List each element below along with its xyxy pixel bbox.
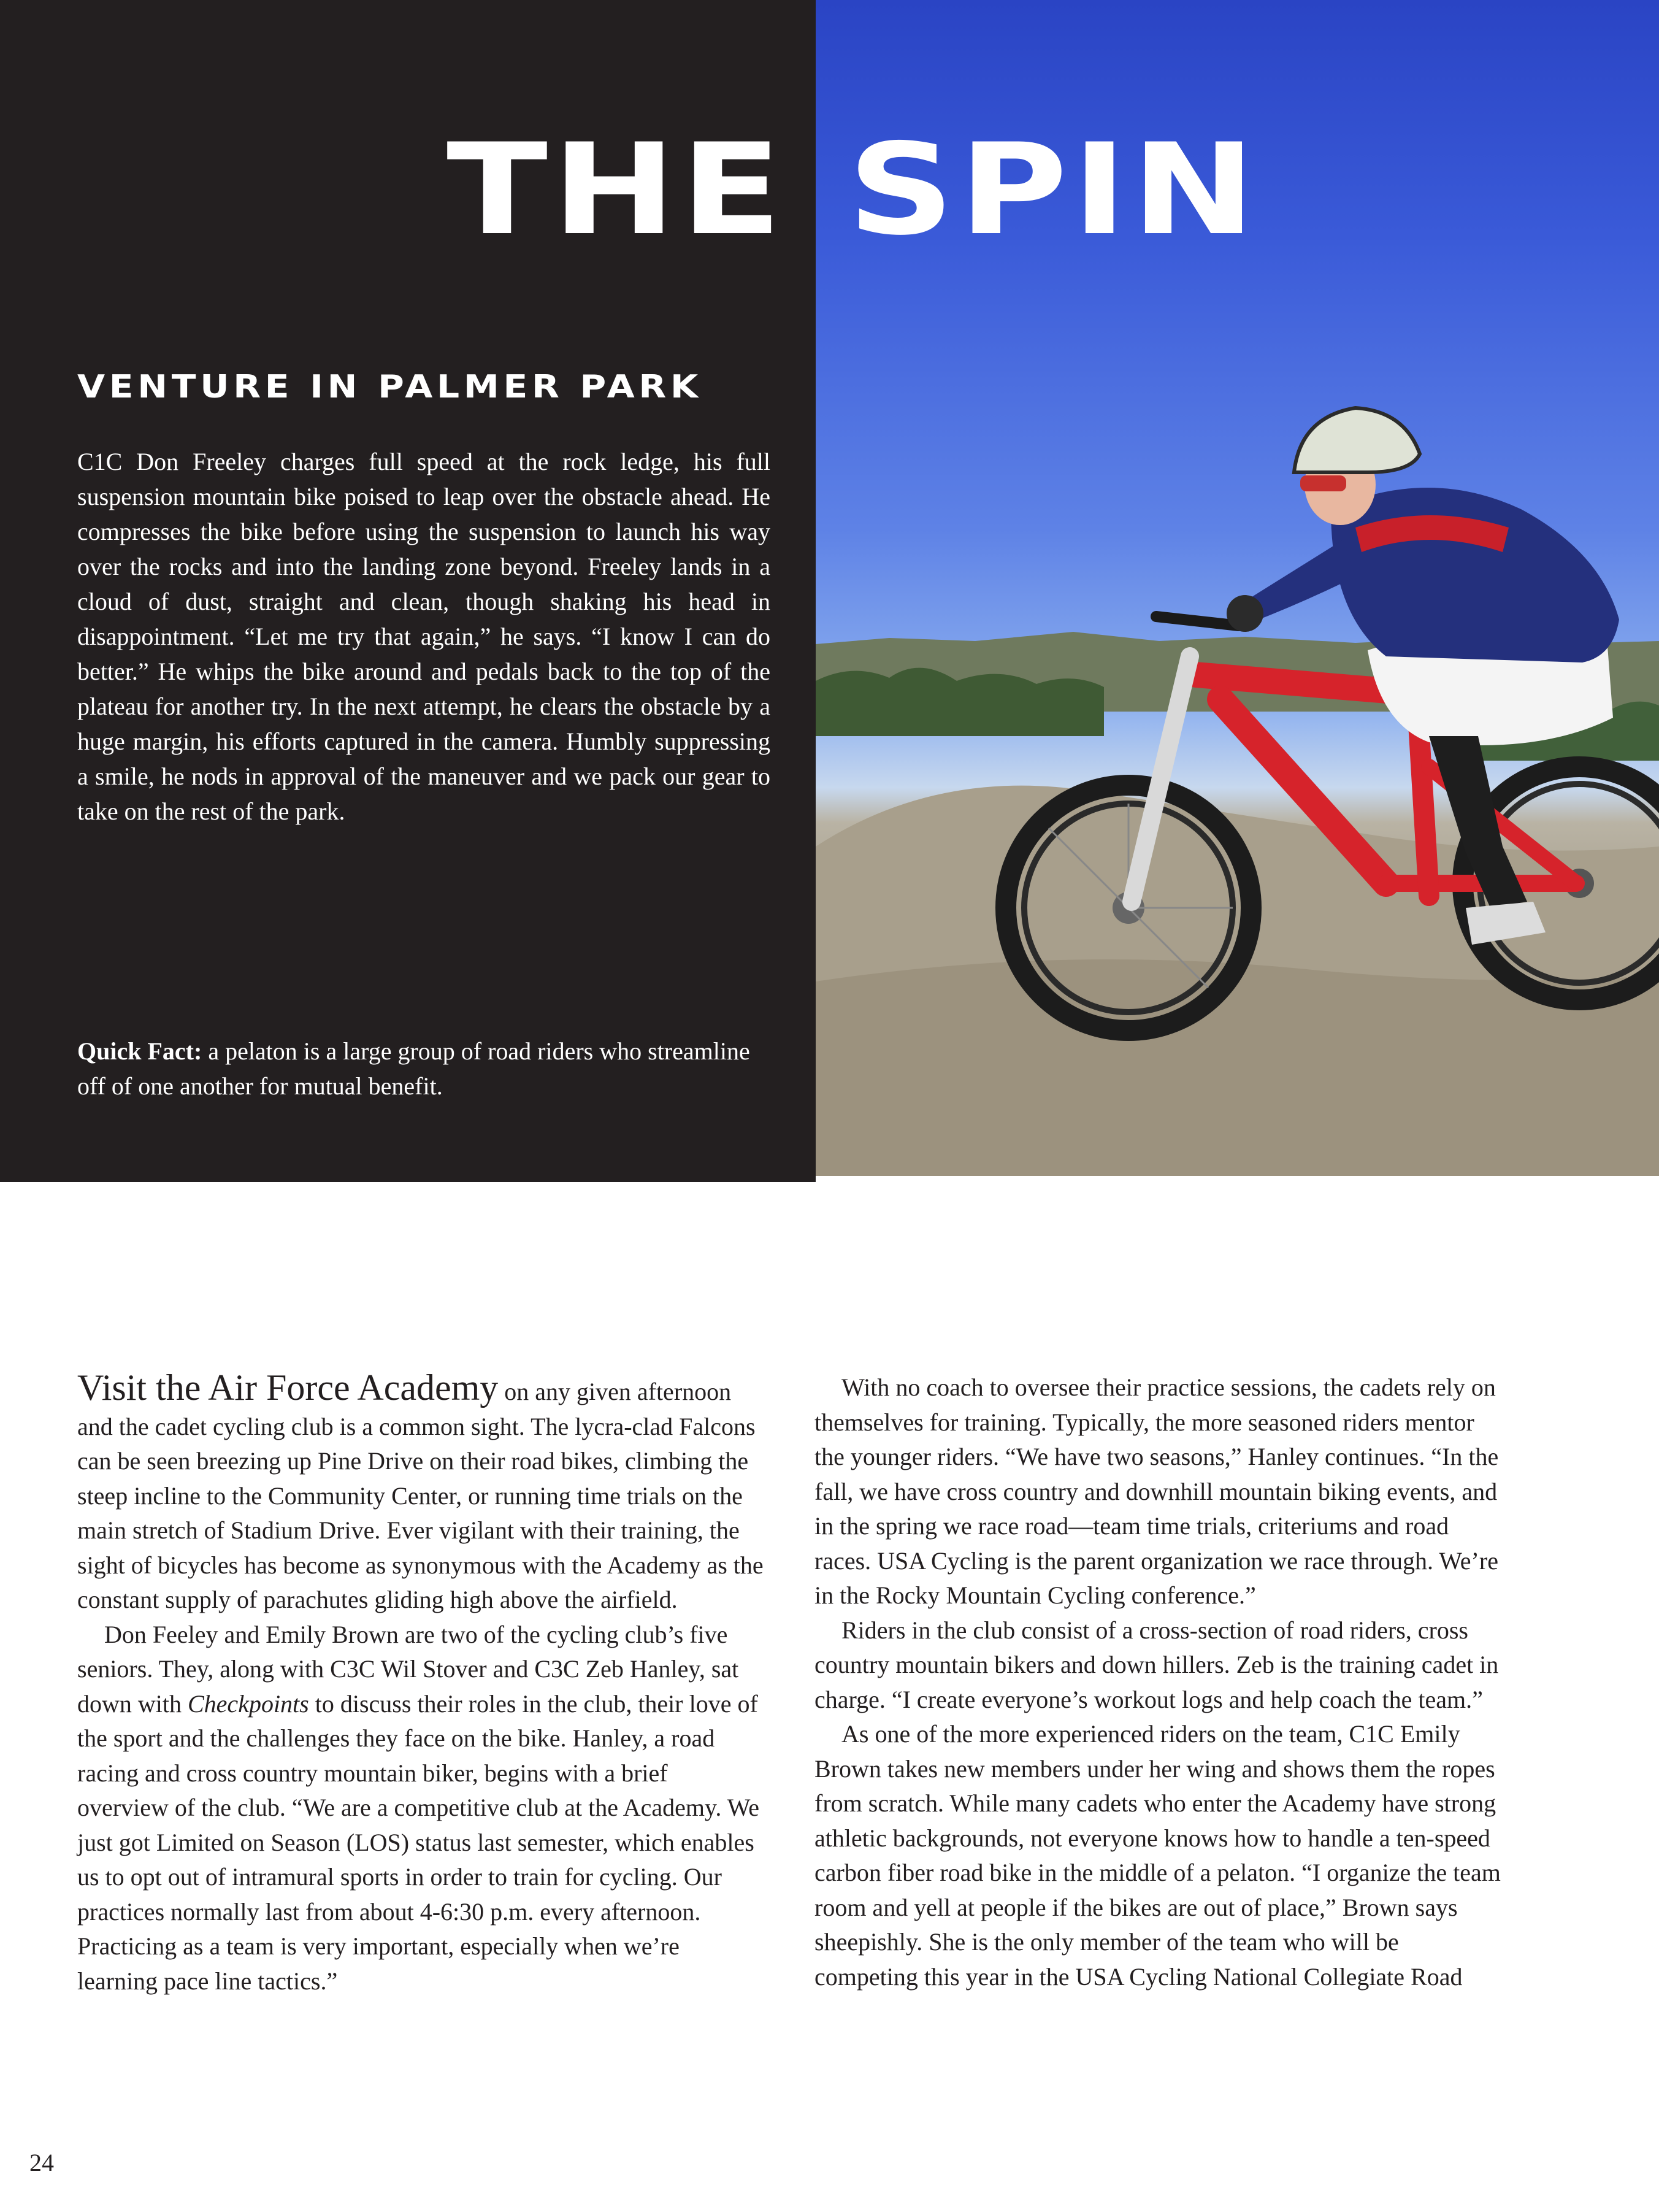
title-spin: SPIN <box>848 117 1260 263</box>
rider-jersey <box>1331 488 1619 662</box>
article-paragraph-1-text: on any given afternoon and the cadet cycling club is a common sight. The lycra-clad Falcons can be seen breezing up Pine Drive on their road bikes, climbing the steep incline to the Community Center, or running time trials on the main stretch of Stadium Drive. Ever vigilant with their training, the sight of bicycles has become as synonymous with the Academy as the constant supply of parachutes gliding high above the airfield. <box>77 1378 764 1613</box>
quick-fact-label: Quick Fact: <box>77 1037 202 1065</box>
rider-sunglasses <box>1300 475 1346 491</box>
article-lead-in: Visit the Air Force Academy <box>77 1367 499 1408</box>
article-paragraph-2-start: Don Feeley and Emily Brown are two of the cycling club’s five seniors. They, along with C3C Wil Stover and C3C Zeb Hanley, sat down with <box>77 1620 739 1718</box>
section-subtitle: VENTURE IN PALMER PARK <box>77 369 702 405</box>
article-paragraph-3: With no coach to oversee their practice sessions, the cadets rely on themselves for training. Typically, the more seasoned riders mentor the younger riders. “We have two seasons,” Hanley continues. “In the fall, we have cross country and downhill mountain biking events, and in the spring we race road—team time trials, criteriums and road races. USA Cycling is the parent organization we race through. We’re in the Rocky Mountain Cycling conference.” <box>814 1373 1499 1609</box>
article-paragraph-4: Riders in the club consist of a cross-section of road riders, cross country mountain bikers and down hillers. Zeb is the training cadet in charge. “I create everyone’s workout logs and help coach the team.” <box>814 1616 1499 1713</box>
quick-fact <box>77 1034 770 1104</box>
page-number: 24 <box>29 2149 54 2176</box>
intro-paragraph: C1C Don Freeley charges full speed at the rock ledge, his full suspension mountain bike poised to leap over the obstacle ahead. He compresses the bike before using the suspension to launch his way over the rocks and into the landing zone beyond. Freeley lands in a cloud of dust, straight and clean, though shaking his head in disappointment. “Let me try that again,” he says. “I know I can do better.” He whips the bike around and pedals back to the top of the plateau for another try. In the next attempt, he clears the obstacle by a huge margin, his efforts captured in the camera. Humbly suppressing a smile, he nods in approval of the maneuver and we pack our gear to take on the rest of the park. <box>77 448 770 825</box>
handlebar <box>1156 616 1239 626</box>
title-the: THE <box>446 117 786 263</box>
publication-name: Checkpoints <box>188 1689 309 1718</box>
rider-helmet <box>1294 408 1420 472</box>
article-column-right <box>814 1370 1501 1994</box>
article-paragraph <box>77 1367 764 1618</box>
article-paragraph-5: As one of the more experienced riders on the team, C1C Emily Brown takes new members under her wing and shows them the ropes from scratch. While many cadets who enter the Academy have strong athletic backgrounds, not everyone knows how to handle a ten-speed carbon fiber road bike in the middle of a pelaton. “I organize the team room and yell at people if the bikes are out of place,” Brown says sheepishly. She is the only member of the team who will be competing this year in the USA Cycling National Collegiate Road <box>814 1720 1501 1991</box>
article-paragraph <box>77 1618 764 1999</box>
rider-glove <box>1227 595 1263 632</box>
quick-fact-text: a pelaton is a large group of road riders who streamline off of one another for mutual benefit. <box>77 1037 750 1100</box>
article-paragraph-2-end: to discuss their roles in the club, their love of the sport and the challenges they face on the bike. Hanley, a road racing and cross country mountain biker, begins with a brief overview of the club. “We are a competitive club at the Academy. We just got Limited on Season (LOS) status last semester, which enables us to opt out of intramural sports in order to train for cycling. Our practices normally last from about 4-6:30 p.m. every afternoon. Practicing as a team is very important, especially when we’re learning pace line tactics.” <box>77 1689 759 1995</box>
article-column-left <box>77 1367 764 1999</box>
